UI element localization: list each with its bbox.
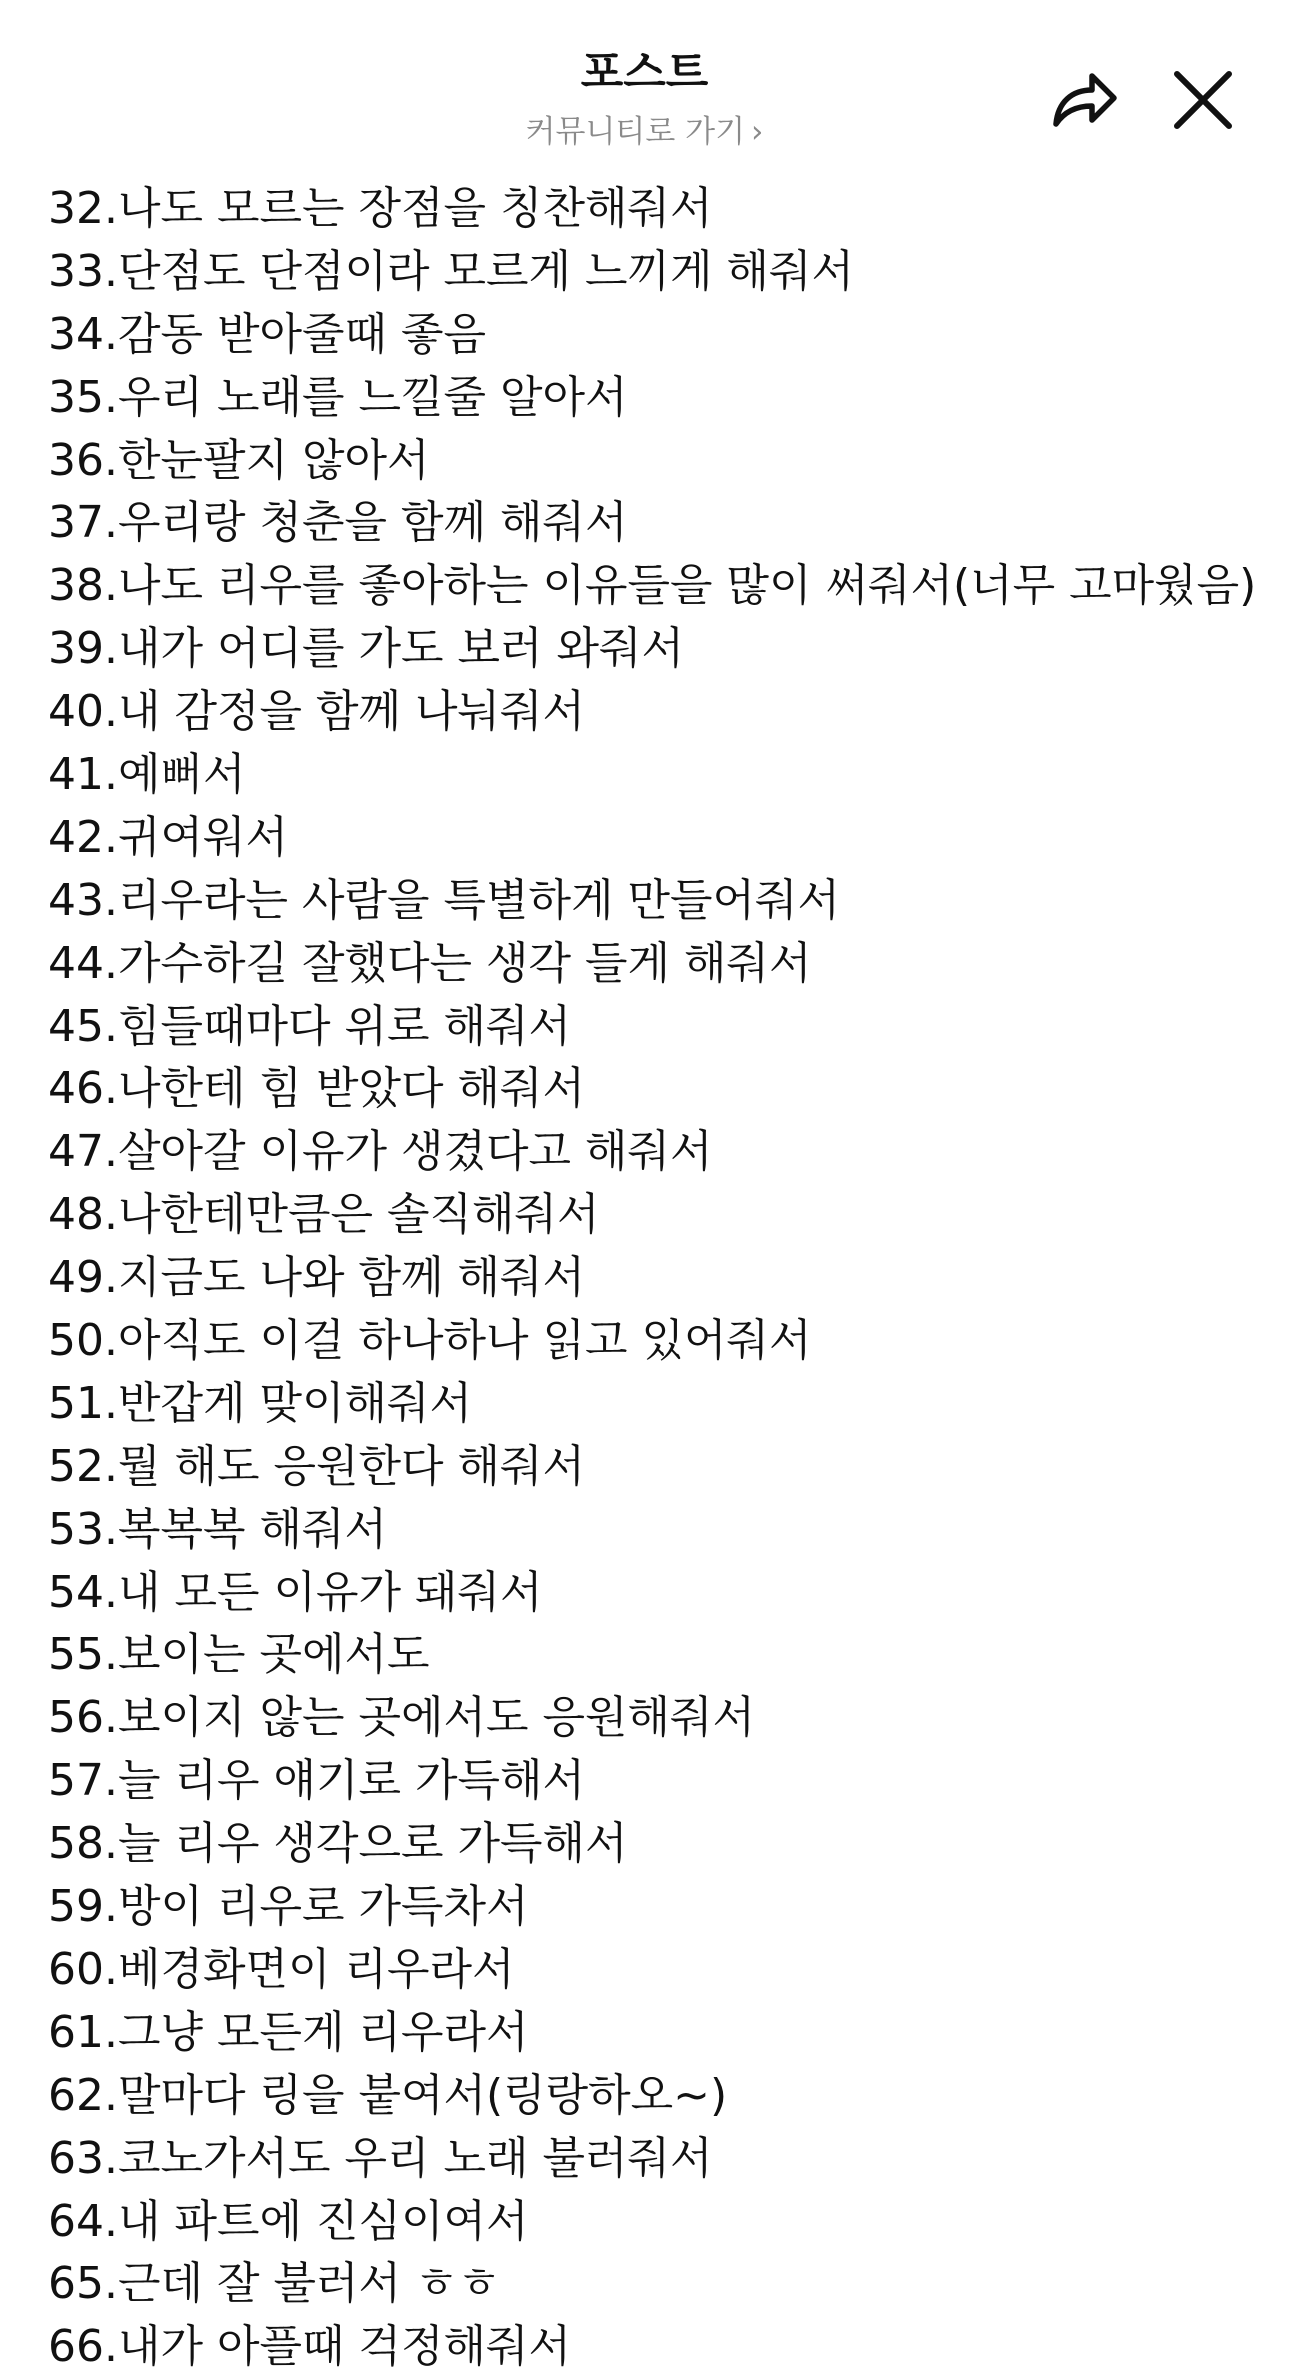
chevron-right-icon: ›	[751, 114, 764, 150]
list-item: 42.귀여워서	[48, 811, 288, 863]
list-item: 57.늘 리우 얘기로 가득해서	[48, 1755, 585, 1807]
list-item: 41.예뻐서	[48, 749, 246, 801]
list-item: 46.나한테 힘 받았다 해줘서	[48, 1063, 585, 1115]
list-item: 49.지금도 나와 함께 해줘서	[48, 1252, 585, 1304]
list-item: 56.보이지 않는 곳에서도 응원해줘서	[48, 1692, 755, 1744]
list-item: 40.내 감정을 함께 나눠줘서	[48, 686, 585, 738]
list-item: 43.리우라는 사람을 특별하게 만들어줘서	[48, 874, 840, 926]
list-item: 51.반갑게 맞이해줘서	[48, 1377, 472, 1429]
list-item: 58.늘 리우 생각으로 가득해서	[48, 1818, 628, 1870]
share-icon	[1048, 64, 1120, 136]
list-item: 48.나한테만큼은 솔직해줘서	[48, 1189, 600, 1241]
list-item: 66.내가 아플때 걱정해줘서	[48, 2321, 571, 2373]
list-item: 55.보이는 곳에서도	[48, 1629, 430, 1681]
list-item: 65.근데 잘 불러서 ㅎㅎ	[48, 2258, 500, 2310]
list-item: 37.우리랑 청춘을 함께 해줘서	[48, 497, 628, 549]
post-body	[48, 178, 1268, 2379]
close-icon	[1171, 68, 1235, 132]
close-button[interactable]	[1155, 52, 1251, 148]
list-item: 36.한눈팔지 않아서	[48, 434, 430, 486]
community-link-label: 커뮤니티로 가기	[525, 114, 746, 150]
post-header	[0, 0, 1289, 165]
list-item: 59.방이 리우로 가득차서	[48, 1881, 529, 1933]
page-title: 포스트	[580, 47, 709, 98]
list-item: 39.내가 어디를 가도 보러 와줘서	[48, 623, 684, 675]
list-item: 62.말마다 링을 붙여서(링랑하오~)	[48, 2069, 728, 2121]
list-item: 50.아직도 이걸 하나하나 읽고 있어줘서	[48, 1315, 812, 1367]
list-item: 34.감동 받아줄때 좋음	[48, 308, 486, 360]
list-item: 52.뭘 해도 응원한다 해줘서	[48, 1440, 585, 1492]
list-item: 32.나도 모르는 장점을 칭찬해줘서	[48, 183, 713, 234]
list-item: 61.그냥 모든게 리우라서	[48, 2006, 529, 2058]
list-item: 54.내 모든 이유가 돼줘서	[48, 1566, 543, 1618]
list-item: 35.우리 노래를 느낄줄 알아서	[48, 371, 628, 423]
list-item: 44.가수하길 잘했다는 생각 들게 해줘서	[48, 937, 812, 989]
list-item: 38.나도 리우를 좋아하는 이유들을 많이 써줘서(너무 고마웠음)	[48, 560, 1257, 612]
list-item: 33.단점도 단점이라 모르게 느끼게 해줘서	[48, 245, 854, 297]
list-item: 47.살아갈 이유가 생겼다고 해줘서	[48, 1126, 713, 1178]
list-item: 60.베경화면이 리우라서	[48, 1943, 515, 1995]
list-item: 53.복복복 해줘서	[48, 1503, 387, 1555]
list-item: 64.내 파트에 진심이여서	[48, 2195, 529, 2247]
share-button[interactable]	[1036, 52, 1132, 148]
list-item: 63.코노가서도 우리 노래 불러줘서	[48, 2132, 713, 2184]
list-item: 45.힘들때마다 위로 해줘서	[48, 1000, 571, 1052]
